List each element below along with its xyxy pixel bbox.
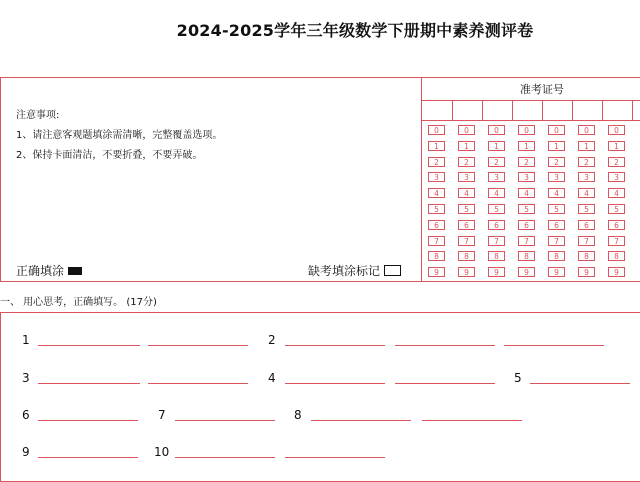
exam-id-bubble[interactable]: 4 [458,188,475,198]
answer-blank[interactable] [38,457,138,458]
exam-id-bubble[interactable]: 6 [548,220,565,230]
exam-id-bubble[interactable]: 0 [548,125,565,135]
exam-id-bubble[interactable]: 4 [578,188,595,198]
absent-mark[interactable] [308,262,401,279]
exam-id-bubble[interactable]: 9 [488,267,505,277]
exam-id-bubble[interactable]: 8 [488,251,505,261]
answer-blank[interactable] [311,420,411,421]
exam-id-label: 准考证号 [520,83,564,96]
exam-id-bubble[interactable]: 7 [428,236,445,246]
write-cell-divider [542,100,543,120]
question-number: 2 [268,333,276,347]
exam-id-bubble[interactable]: 5 [548,204,565,214]
answer-blank[interactable] [38,420,138,421]
exam-id-bubble[interactable]: 4 [488,188,505,198]
answer-blank[interactable] [285,457,385,458]
exam-id-bubble[interactable]: 9 [548,267,565,277]
exam-id-bubble[interactable]: 1 [458,141,475,151]
answer-blank[interactable] [285,383,385,384]
exam-id-bubble[interactable]: 7 [608,236,625,246]
question-number: 1 [22,333,30,347]
answer-blank[interactable] [175,420,275,421]
exam-id-bubble[interactable]: 1 [578,141,595,151]
answer-blank[interactable] [530,383,630,384]
answer-blank[interactable] [175,457,275,458]
exam-id-bubble[interactable]: 0 [518,125,535,135]
question-number: 9 [22,445,30,459]
exam-id-bubble[interactable]: 9 [428,267,445,277]
answer-blank[interactable] [148,383,248,384]
exam-id-bubble[interactable]: 8 [458,251,475,261]
question-number: 6 [22,408,30,422]
exam-id-bubble[interactable]: 2 [488,157,505,167]
exam-id-bubble[interactable]: 1 [428,141,445,151]
exam-id-bubble[interactable]: 0 [488,125,505,135]
exam-id-bubble[interactable]: 9 [458,267,475,277]
question-number: 5 [514,371,522,385]
exam-id-bubble[interactable]: 8 [428,251,445,261]
exam-id-bubble[interactable]: 3 [608,172,625,182]
exam-id-bubble[interactable]: 4 [428,188,445,198]
exam-id-bubble[interactable]: 2 [458,157,475,167]
exam-id-bubble[interactable]: 1 [608,141,625,151]
answer-blank[interactable] [504,345,604,346]
answer-blank[interactable] [148,345,248,346]
exam-id-bubble[interactable]: 7 [458,236,475,246]
note-item: 2、保持卡面清洁，不要折叠，不要弄破。 [16,150,203,161]
question-number: 8 [294,408,302,422]
exam-id-bubble[interactable]: 1 [488,141,505,151]
exam-id-bubble[interactable]: 4 [548,188,565,198]
section-heading: 一、 用心思考，正确填写。 (17分) [0,297,157,308]
exam-id-bubble[interactable]: 5 [428,204,445,214]
write-cell-divider [602,100,603,120]
exam-id-bubble[interactable]: 5 [488,204,505,214]
filled-box-icon [68,267,82,275]
write-cell-divider [632,100,633,120]
question-number: 7 [158,408,166,422]
question-number: 4 [268,371,276,385]
exam-id-bubble[interactable]: 9 [518,267,535,277]
exam-id-bubble[interactable]: 2 [518,157,535,167]
exam-id-bubble[interactable]: 6 [518,220,535,230]
answer-blank[interactable] [422,420,522,421]
exam-id-bubble[interactable]: 0 [428,125,445,135]
exam-id-bubble[interactable]: 2 [428,157,445,167]
exam-id-bubble[interactable]: 7 [518,236,535,246]
exam-id-bubble[interactable]: 5 [518,204,535,214]
exam-id-title [422,80,640,101]
exam-id-bubble[interactable]: 6 [458,220,475,230]
notes-heading: 注意事项: [16,110,60,121]
exam-id-bubble[interactable]: 3 [428,172,445,182]
exam-id-bubble[interactable]: 0 [608,125,625,135]
exam-id-bubble[interactable]: 6 [578,220,595,230]
question-number: 3 [22,371,30,385]
exam-id-bubble[interactable]: 7 [488,236,505,246]
exam-id-bubble[interactable]: 1 [548,141,565,151]
correct-fill-label: 正确填涂 [16,264,65,278]
exam-id-bubble[interactable]: 9 [578,267,595,277]
write-cell-divider [482,100,483,120]
write-cell-divider [452,100,453,120]
exam-id-bubble[interactable]: 5 [578,204,595,214]
write-cell-divider [512,100,513,120]
answer-blank[interactable] [395,383,495,384]
exam-id-bubble[interactable]: 8 [548,251,565,261]
exam-id-bubble[interactable]: 5 [458,204,475,214]
exam-id-bubble[interactable]: 7 [578,236,595,246]
note-item: 1、请注意客观题填涂需清晰，完整覆盖选项。 [16,130,223,141]
exam-id-write-row[interactable] [422,100,640,121]
write-cell-divider [572,100,573,120]
absent-mark-label: 缺考填涂标记 [308,264,381,278]
exam-id-bubble[interactable]: 2 [608,157,625,167]
exam-id-bubble[interactable]: 8 [578,251,595,261]
answer-blank[interactable] [38,383,140,384]
page-title: 2024-2025学年三年级数学下册期中素养测评卷 [176,21,534,40]
exam-id-bubble[interactable]: 3 [518,172,535,182]
exam-id-bubble[interactable]: 3 [548,172,565,182]
exam-id-bubble[interactable]: 9 [608,267,625,277]
exam-id-bubble[interactable]: 8 [608,251,625,261]
answer-blank[interactable] [285,345,385,346]
exam-id-bubble[interactable]: 2 [548,157,565,167]
exam-id-bubble[interactable]: 3 [458,172,475,182]
exam-id-bubble[interactable]: 6 [488,220,505,230]
notes-block [16,106,222,166]
exam-id-bubble[interactable]: 0 [578,125,595,135]
exam-id-bubble[interactable]: 0 [458,125,475,135]
exam-id-bubble[interactable]: 1 [518,141,535,151]
exam-id-bubble[interactable]: 3 [488,172,505,182]
answer-blank[interactable] [38,345,140,346]
exam-id-bubble[interactable]: 4 [608,188,625,198]
exam-id-bubble[interactable]: 5 [608,204,625,214]
exam-id-bubble[interactable]: 2 [578,157,595,167]
exam-id-bubble[interactable]: 3 [578,172,595,182]
exam-id-bubble[interactable]: 6 [428,220,445,230]
empty-box-icon[interactable] [384,265,401,276]
correct-fill-example [16,262,82,279]
exam-id-bubble[interactable]: 8 [518,251,535,261]
exam-id-bubble[interactable]: 7 [548,236,565,246]
answer-blank[interactable] [395,345,495,346]
question-number: 10 [154,445,170,459]
exam-id-bubble[interactable]: 6 [608,220,625,230]
exam-id-bubble[interactable]: 4 [518,188,535,198]
